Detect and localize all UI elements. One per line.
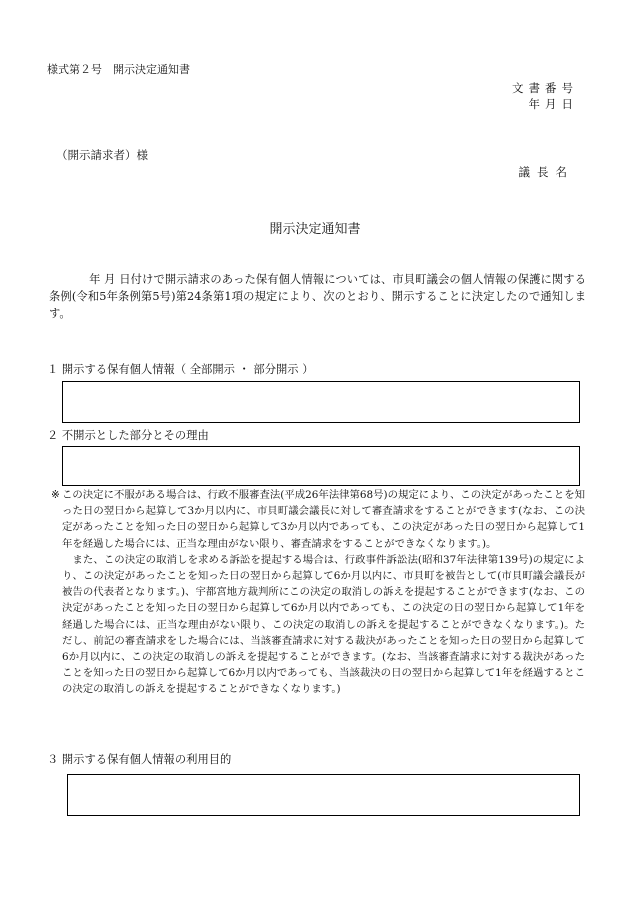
section-3-label: ３ 開示する保有個人情報の利用目的 xyxy=(47,753,232,766)
note-mark: ※ xyxy=(51,489,60,501)
section-1-label: １ 開示する保有個人情報（ 全部開示 ・ 部分開示 ） xyxy=(47,363,314,376)
note-paragraph-1: この決定に不服がある場合は、行政不服審査法(平成26年法律第68号)の規定により、この決定があったことを知った日の翌日から起算して3か月以内に、市貝町議会議長に対して審査請求をすることができます(なお、この決定があったことを知った日の翌日から起算して3か月以内であっても、この決定があった日の翌日から起算して1年を経過した場合には、正当な理由がない限り、審査請求をすることができなくなります。)。 xyxy=(62,489,585,550)
intro-paragraph xyxy=(49,271,586,322)
note-paragraph-2: また、この決定の取消しを求める訴訟を提起する場合は、行政事件訴訟法(昭和37年法律第139号)の規定により、この決定があったことを知った日の翌日から起算して6か月以内に、市貝町を被告として(市貝町議会議長が被告の代表者となります。)、宇都宮地方裁判所にこの決定の取消しの訴えを提起することができます(なお、この決定があったことを知った日の翌日から起算して6か月以内であっても、この決定の日の翌日から起算して1年を経過した場合には、正当な理由がない限り、この決定の取消しの訴えを提起することができなくなります。)。ただし、前記の審査請求をした場合には、当該審査請求に対する裁決があったことを知った日の翌日から起算して6か月以内に、この決定の取消しの訴えを提起することができます。(なお、当該審査請求に対する裁決があったことを知った日の翌日から起算して6か月以内であっても、当該裁決の日の翌日から起算して1年を経過するとこの決定の取消しの訴えを提起することができなくなります。) xyxy=(62,553,585,696)
document-number: 文書番号 xyxy=(512,81,578,95)
section-2-field[interactable] xyxy=(62,446,580,486)
page-title: 開示決定通知書 xyxy=(269,222,361,237)
section-3-field[interactable] xyxy=(67,774,580,816)
chair-name: 議長名 xyxy=(518,165,574,179)
section-1-field[interactable] xyxy=(62,381,580,423)
requester-name: （開示請求者）様 xyxy=(56,148,148,162)
appeal-note xyxy=(51,487,585,698)
form-number: 様式第２号 開示決定通知書 xyxy=(47,63,190,76)
intro-text: 年 月 日付けで開示請求のあった保有個人情報については、市貝町議会の個人情報の保護に関する条例(令和5年条例第5号)第24条第1項の規定により、次のとおり、開示することに決定したので通知します。 xyxy=(49,273,586,320)
issue-date: 年月日 xyxy=(528,97,578,111)
section-2-label: ２ 不開示とした部分とその理由 xyxy=(47,429,209,442)
